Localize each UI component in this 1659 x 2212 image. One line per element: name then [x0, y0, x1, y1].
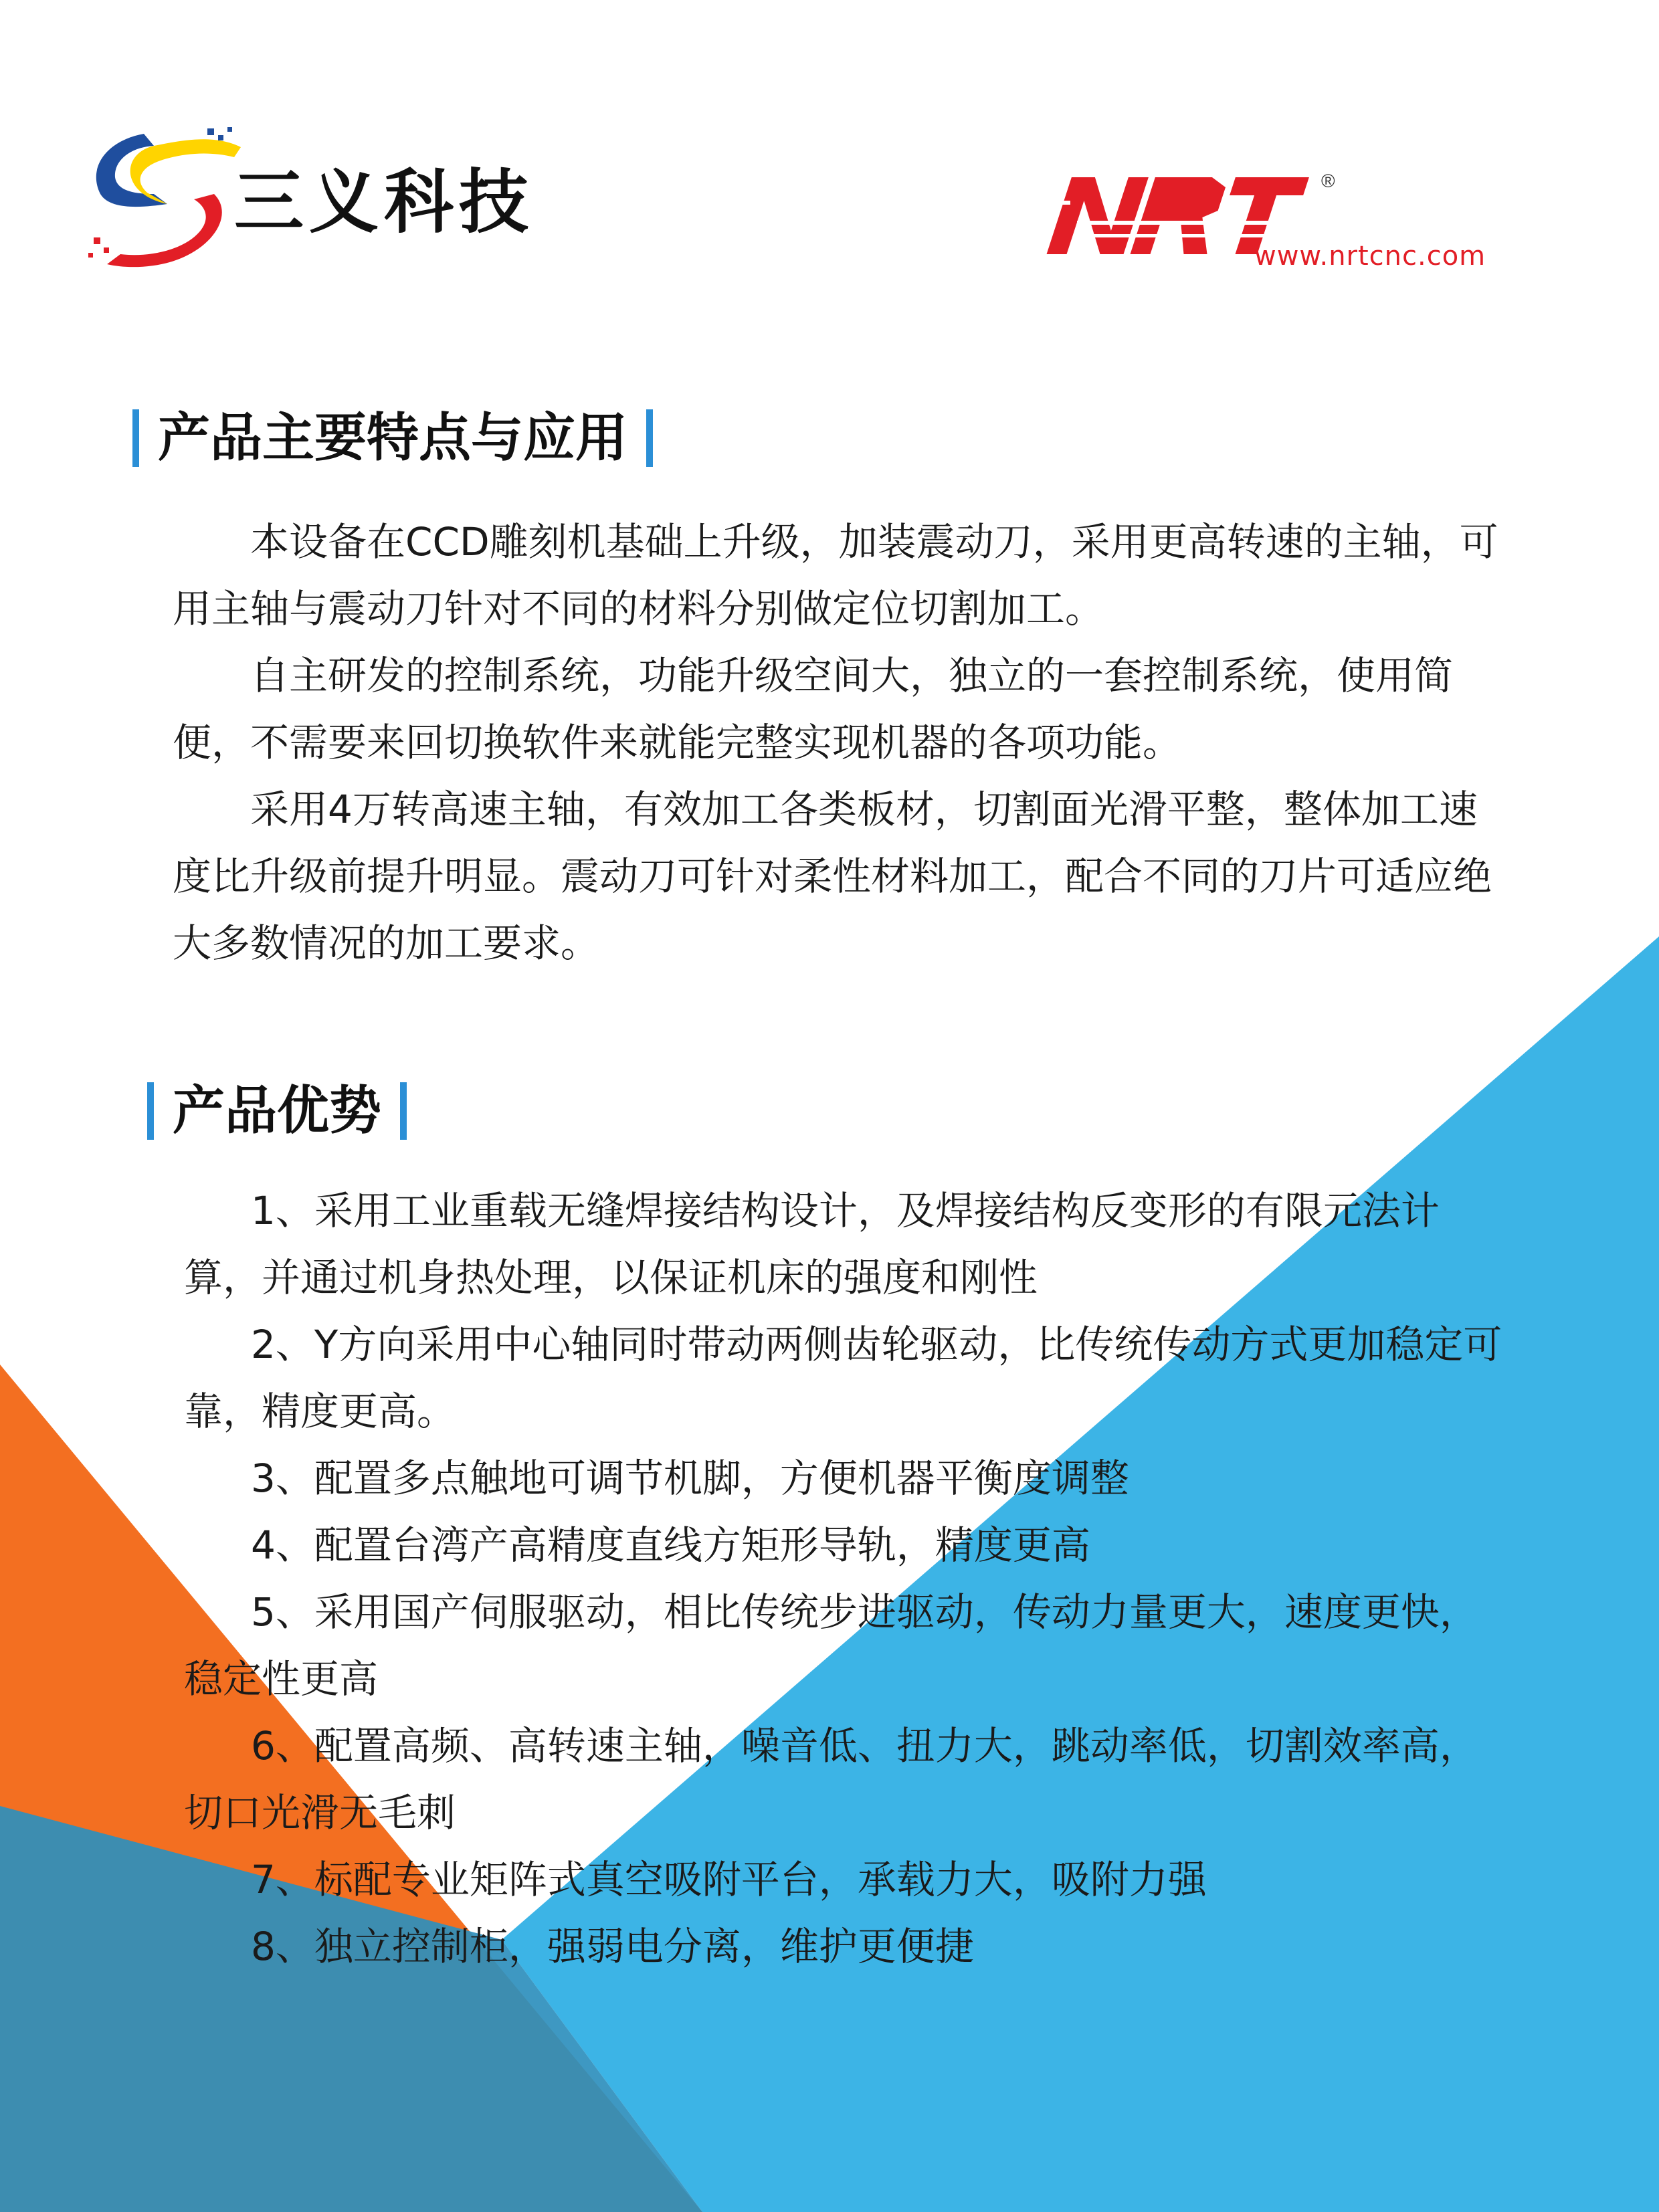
heading-bar-right	[646, 409, 653, 467]
list-item: 6、配置高频、高转速主轴，噪音低、扭力大，跳动率低，切割效率高，切口光滑无毛刺	[184, 1723, 1478, 1835]
features-heading	[132, 409, 653, 467]
advantages-heading	[147, 1082, 407, 1140]
list-item: 8、独立控制柜，强弱电分离，维护更便捷	[251, 1924, 974, 1969]
brand-name: 三义科技	[234, 161, 534, 243]
features-paragraph: 本设备在CCD雕刻机基础上升级，加装震动刀，采用更高转速的主轴，可用主轴与震动刀针对不同的材料分别做定位切割加工。	[173, 519, 1498, 631]
advantages-list	[184, 1177, 1508, 1980]
nrt-website-url: www.nrtcnc.com	[1254, 241, 1486, 272]
advantages-heading-text: 产品优势	[173, 1081, 382, 1141]
heading-bar-left	[147, 1082, 154, 1140]
list-item: 5、采用国产伺服驱动，相比传统步进驱动，传动力量更大，速度更快，稳定性更高	[184, 1589, 1478, 1702]
sanyi-swoosh-logo-icon	[80, 120, 254, 281]
features-heading-text: 产品主要特点与应用	[158, 408, 628, 468]
list-item: 3、配置多点触地可调节机脚，方便机器平衡度调整	[251, 1455, 1129, 1501]
list-item: 1、采用工业重载无缝焊接结构设计，及焊接结构反变形的有限元法计算，并通过机身热处理，以保证机床的强度和刚性	[184, 1188, 1440, 1300]
registered-mark: ®	[1321, 171, 1335, 191]
features-paragraph: 采用4万转高速主轴，有效加工各类板材，切割面光滑平整，整体加工速度比升级前提升明显。震动刀可针对柔性材料加工，配合不同的刀片可适应绝大多数情况的加工要求。	[173, 787, 1492, 966]
heading-bar-left	[132, 409, 139, 467]
list-item: 4、配置台湾产高精度直线方矩形导轨，精度更高	[251, 1522, 1090, 1568]
list-item: 2、Y方向采用中心轴同时带动两侧齿轮驱动，比传统传动方式更加稳定可靠，精度更高。	[184, 1322, 1502, 1434]
list-item: 7、标配专业矩阵式真空吸附平台，承载力大，吸附力强	[251, 1857, 1207, 1902]
heading-bar-right	[400, 1082, 407, 1140]
features-text	[173, 508, 1510, 977]
features-paragraph: 自主研发的控制系统，功能升级空间大，独立的一套控制系统，使用简便，不需要来回切换软件来就能完整实现机器的各项功能。	[173, 653, 1454, 765]
